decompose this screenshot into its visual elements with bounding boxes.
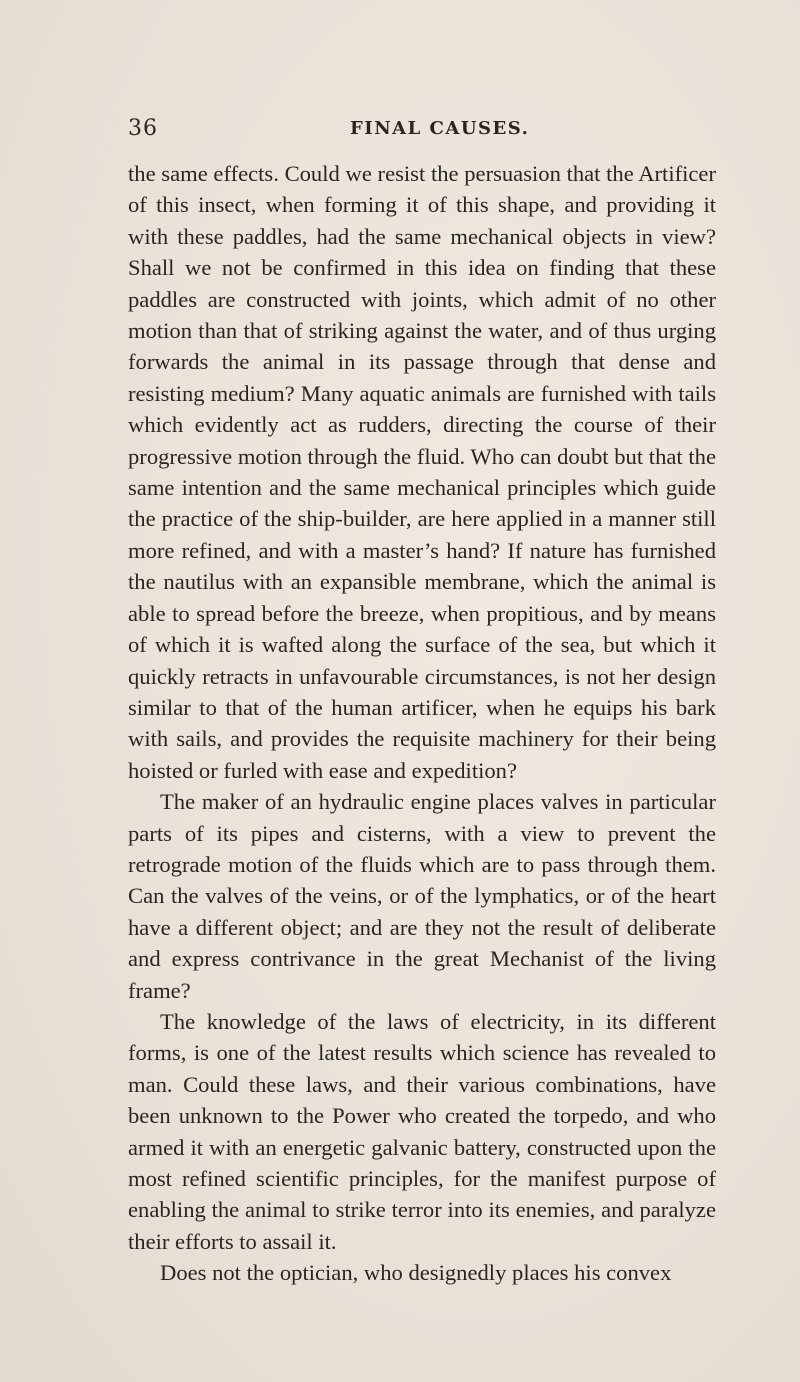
page-number: 36 — [128, 116, 158, 141]
running-head — [128, 116, 716, 144]
paragraph-2: The maker of an hydraulic engine places valves in particular parts of its pipes and cisterns, with a view to prevent the retrograde motion of the fluids which are to pass through them. Can the valves of the veins, or of the lymphatics, or of the heart have a different object; and are they not the result of deliberate and express contrivance in the great Mechanist of the living frame? — [128, 789, 716, 1003]
paragraph-3: The knowledge of the laws of electricity, in its different forms, is one of the latest results which science has revealed to man. Could these laws, and their various combinations, have been unknown to the Power who created the torpedo, and who armed it with an energetic galvanic battery, constructed upon the most refined scientific principles, for the manifest purpose of enabling the animal to strike terror into its enemies, and paralyze their efforts to assail it. — [128, 1008, 716, 1254]
body-text — [128, 158, 716, 1289]
running-title: FINAL CAUSES. — [350, 118, 530, 139]
paragraph-1: the same effects. Could we resist the persuasion that the Artificer of this insect, when forming it of this shape, and providing it with these paddles, had the same mechanical objects in view? Shall we not be confirmed in this idea on finding that these paddles are constructed with joints, which admit of no other motion than that of striking against the water, and of thus urging forwards the animal in its passage through that dense and resisting medium? Many aquatic animals are furnished with tails which evidently act as rudders, directing the course of their progressive motion through the fluid. Who can doubt but that the same intention and the same mechanical principles which guide the practice of the ship-builder, are here applied in a manner still more refined, and with a master’s hand? If nature has furnished the nautilus with an expansible membrane, which the animal is able to spread before the breeze, when propitious, and by means of which it is wafted along the surface of the sea, but which it quickly retracts in unfavourable circumstances, is not her design similar to that of the human artificer, when he equips his bark with sails, and provides the requisite machinery for their being hoisted or furled with ease and expedition? — [128, 161, 716, 783]
paragraph-4: Does not the optician, who designedly places his convex — [160, 1260, 672, 1286]
